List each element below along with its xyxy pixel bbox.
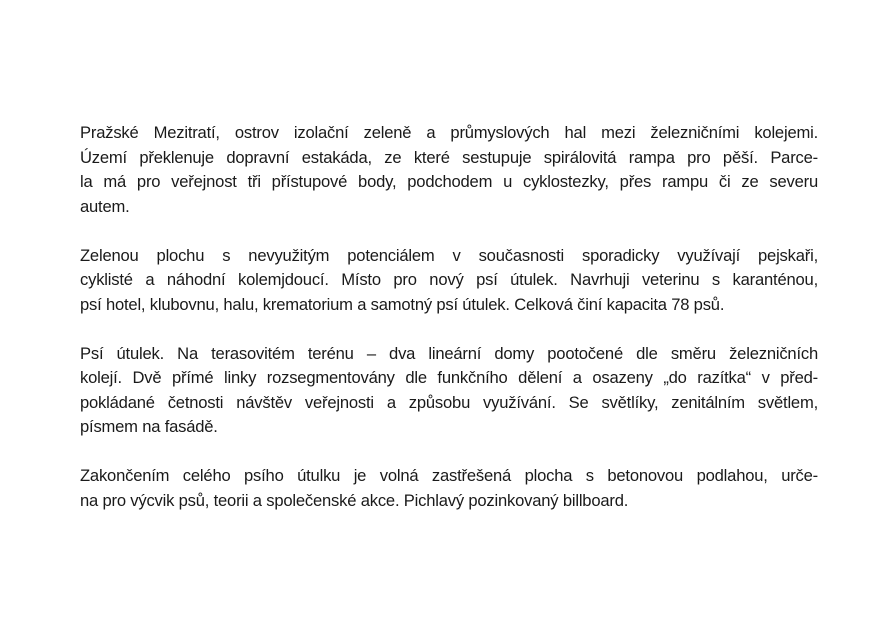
body-text [80,121,818,538]
text-line: pokládané četnosti návštěv veřejnosti a způsobu využívání. Se světlíky, zenitálním světlem, [80,392,818,412]
text-line: la má pro veřejnost tři přístupové body, podchodem u cyklostezky, přes rampu či ze severu [80,172,818,191]
text-line: na pro výcvik psů, teorii a společenské akce. Pichlavý pozinkovaný billboard. [80,490,629,510]
text-line: cyklisté a náhodní kolemjdoucí. Místo pro nový psí útulek. Navrhuji veterinu s karanténou, [80,270,818,289]
paragraph-4 [80,464,818,513]
text-line: Zelenou plochu s nevyužitým potenciálem v současnosti sporadicky využívají pejskaři, [80,245,818,265]
paragraph-1 [80,121,818,219]
text-line: písmem na fasádě. [80,417,218,436]
text-line: Psí útulek. Na terasovitém terénu – dva lineární domy pootočené dle směru železničních [80,343,818,363]
text-line: Zakončením celého psího útulku je volná zastřešená plocha s betonovou podlahou, urče- [80,466,818,485]
text-line: autem. [80,196,130,216]
paragraph-2 [80,244,818,318]
paragraph-3 [80,342,818,440]
text-line: Pražské Mezitratí, ostrov izolační zeleně a průmyslových hal mezi železničními kolejemi. [80,123,818,142]
text-line: kolejí. Dvě přímé linky rozsegmentovány dle funkčního dělení a osazeny „do razítka“ v před- [80,368,818,387]
text-line: psí hotel, klubovnu, halu, krematorium a samotný psí útulek. Celková činí kapacita 78 psů. [80,294,725,314]
text-line: Území překlenuje dopravní estakáda, ze které sestupuje spirálovitá rampa pro pěší. Parce- [80,147,818,167]
